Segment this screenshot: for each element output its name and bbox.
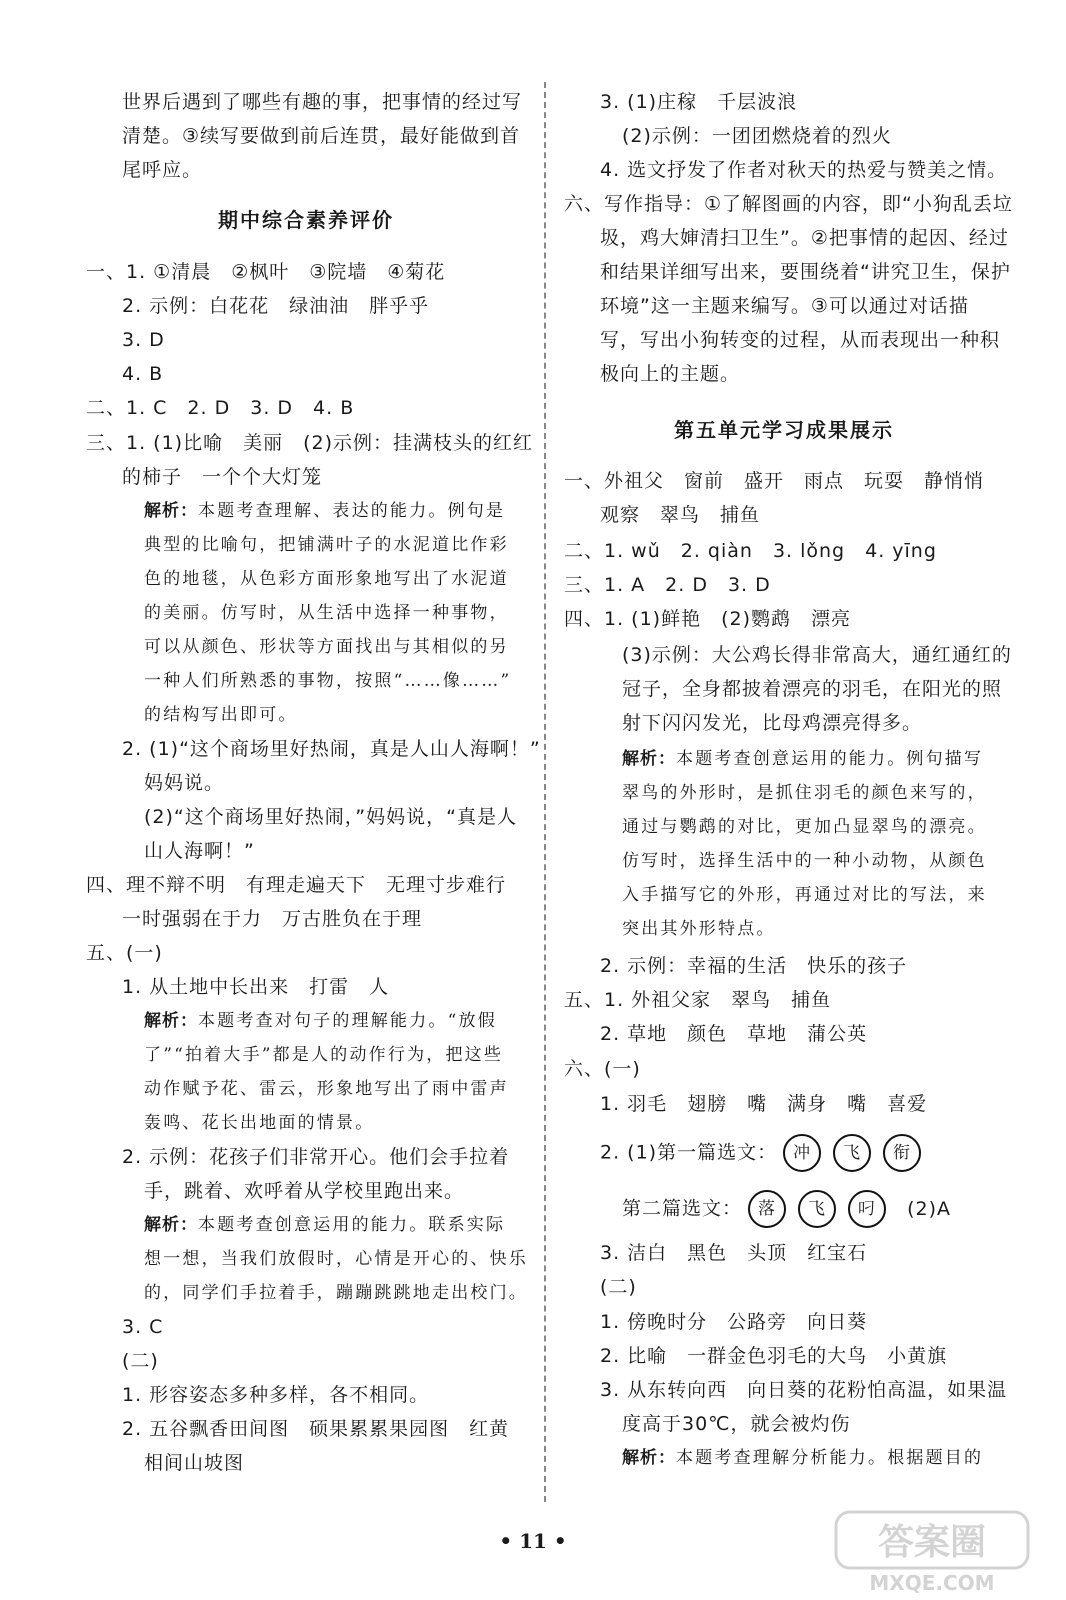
answer-line: (2)示例：一团团燃烧着的烈火	[622, 125, 892, 147]
answer-line-circled	[622, 1190, 951, 1228]
text-line: 尾呼应。	[122, 159, 203, 181]
explanation-line: 的美丽。仿写时，从生活中选择一种事物，	[144, 603, 509, 623]
answer-line: (二)	[122, 1350, 159, 1372]
answer-line: 相间山坡图	[144, 1452, 245, 1474]
answer-line: 2. 示例：白花花 绿油油 胖乎乎	[122, 295, 430, 317]
answer-line: 手，跳着、欢呼着从学校里跑出来。	[144, 1180, 465, 1202]
explanation-line: 突出其外形特点。	[622, 919, 776, 939]
circled-char: 冲	[783, 1134, 821, 1172]
explanation-line: 解析：本题考查理解分析能力。根据题目的	[622, 1448, 984, 1468]
answer-line: 二、1. wǔ 2. qiàn 3. lǒng 4. yīng	[564, 540, 937, 562]
answer-line: 六、写作指导：①了解图画的内容，即“小狗乱丢垃	[564, 193, 1013, 215]
answer-line: 五、(一)	[86, 942, 163, 964]
answer-line: 五、1. 外祖父家 翠鸟 捕鱼	[564, 989, 832, 1011]
answer-line: 山人海啊！”	[144, 840, 255, 862]
answer-label: (2)A	[907, 1197, 951, 1220]
answer-line: 度高于30℃，就会被灼伤	[622, 1413, 851, 1435]
column-divider	[544, 82, 546, 1502]
answer-line: 1. 傍晚时分 公路旁 向日葵	[600, 1311, 868, 1333]
explanation-line: 一种人们所熟悉的事物，按照“……像……”	[144, 671, 512, 691]
circled-char: 衔	[883, 1134, 921, 1172]
answer-line: 四、1. (1)鲜艳 (2)鹦鹉 漂亮	[564, 608, 851, 630]
answer-line: 4. 选文抒发了作者对秋天的热爱与赞美之情。	[600, 159, 1008, 181]
circled-char: 叼	[848, 1190, 886, 1228]
watermark-url: MXQE.COM	[869, 1571, 995, 1595]
text-line: 世界后遇到了哪些有趣的事，把事情的经过写	[122, 91, 523, 113]
circled-char: 落	[748, 1190, 786, 1228]
answer-line: 1. 从土地中长出来 打雷 人	[122, 976, 390, 998]
watermark-logo	[832, 1508, 1032, 1596]
answer-line: 写，写出小狗转变的过程，从而表现出一种积	[600, 329, 1001, 351]
explanation-label: 解析：	[144, 1215, 198, 1235]
answer-line: 冠子，全身都披着漂亮的羽毛，在阳光的照	[622, 678, 1003, 700]
explanation-line: 的，同学们手拉着手，蹦蹦跳跳地走出校门。	[144, 1283, 528, 1303]
answer-line: 3. (1)庄稼 千层波浪	[600, 91, 798, 113]
explanation-line: 了”“拍着大手”都是人的动作行为，把这些	[144, 1045, 504, 1065]
explanation-line: 入手描写它的外形，再通过对比的写法，来	[622, 885, 987, 905]
answer-line: 4. B	[122, 363, 164, 385]
answer-line: 圾，鸡大婶清扫卫生”。②把事情的起因、经过	[600, 227, 1009, 249]
explanation-line: 解析：本题考查对句子的理解能力。“放假	[144, 1011, 497, 1031]
text-line: 清楚。③续写要做到前后连贯，最好能做到首	[122, 125, 521, 147]
answer-line: 妈妈说。	[144, 772, 225, 794]
explanation-label: 解析：	[144, 1011, 198, 1031]
answer-line: (2)“这个商场里好热闹，”妈妈说，“真是人	[144, 806, 517, 828]
answer-line: 1. 羽毛 翅膀 嘴 满身 嘴 喜爱	[600, 1093, 928, 1115]
explanation-label: 解析：	[622, 1448, 676, 1468]
explanation-line: 翠鸟的外形时，是抓住羽毛的颜色来写的，	[622, 783, 987, 803]
answer-line-circled	[600, 1134, 927, 1172]
answer-line: 二、1. C 2. D 3. D 4. B	[86, 397, 355, 419]
section-title-unit5: 第五单元学习成果展示	[674, 418, 894, 442]
explanation-line: 通过与鹦鹉的对比，更加凸显翠鸟的漂亮。	[622, 817, 987, 837]
explanation-label: 解析：	[144, 501, 198, 521]
answer-line: 2. 示例：幸福的生活 快乐的孩子	[600, 955, 908, 977]
answer-line: 2. 示例：花孩子们非常开心。他们会手拉着	[122, 1146, 510, 1168]
answer-label: 第二篇选文：	[622, 1197, 743, 1220]
answer-line: 3. 从东转向西 向日葵的花粉怕高温，如果温	[600, 1379, 1008, 1401]
page-number: • 11 •	[499, 1529, 567, 1553]
explanation-line: 可以从颜色、形状等方面找出与其相似的另	[144, 637, 509, 657]
circled-char: 飞	[833, 1134, 871, 1172]
explanation-line: 典型的比喻句，把铺满叶子的水泥道比作彩	[144, 535, 509, 555]
answer-line: 3. 洁白 黑色 头顶 红宝石	[600, 1242, 868, 1264]
answer-line: 一、外祖父 窗前 盛开 雨点 玩耍 静悄悄	[564, 470, 985, 492]
explanation-line: 解析：本题考查理解、表达的能力。例句是	[144, 501, 506, 521]
answer-line: 一、1. ①清晨 ②枫叶 ③院墙 ④菊花	[86, 261, 446, 283]
answer-line: 三、1. A 2. D 3. D	[564, 574, 771, 596]
explanation-line: 仿写时，选择生活中的一种小动物，从颜色	[622, 851, 987, 871]
answer-line: 一时强弱在于力 万古胜负在于理	[122, 908, 423, 930]
explanation-line: 的结构写出即可。	[144, 705, 298, 725]
answer-label: 2. (1)第一篇选文：	[600, 1141, 778, 1164]
explanation-line: 解析：本题考查创意运用的能力。例句描写	[622, 749, 984, 769]
answer-line: 2. 比喻 一群金色羽毛的大鸟 小黄旗	[600, 1345, 948, 1367]
explanation-line: 想一想，当我们放假时，心情是开心的、快乐	[144, 1249, 528, 1269]
answer-line: 2. 五谷飘香田间图 硕果累累果园图 红黄	[122, 1418, 510, 1440]
explanation-line: 色的地毯，从色彩方面形象地写出了水泥道	[144, 569, 509, 589]
answer-line: 四、理不辩不明 有理走遍天下 无理寸步难行	[86, 874, 507, 896]
answer-line: 环境”这一主题来编写。③可以通过对话描	[600, 295, 969, 317]
answer-line: (二)	[600, 1276, 637, 1298]
answer-line: 2. 草地 颜色 草地 蒲公英	[600, 1023, 868, 1045]
explanation-line: 轰鸣、花长出地面的情景。	[144, 1113, 375, 1133]
answer-line: (3)示例：大公鸡长得非常高大，通红通红的	[622, 644, 1012, 666]
explanation-line: 解析：本题考查创意运用的能力。联系实际	[144, 1215, 506, 1235]
watermark-text: 答案圈	[877, 1522, 987, 1563]
answer-line: 和结果详细写出来，要围绕着“讲究卫生，保护	[600, 261, 1011, 283]
circled-char: 飞	[798, 1190, 836, 1228]
answer-line: 1. 形容姿态多种多样，各不相同。	[122, 1384, 430, 1406]
answer-line: 极向上的主题。	[600, 363, 741, 385]
explanation-label: 解析：	[622, 749, 676, 769]
answer-line: 三、1. (1)比喻 美丽 (2)示例：挂满枝头的红红	[86, 432, 533, 454]
watermark-graphic	[832, 1508, 1032, 1596]
answer-line: 六、(一)	[564, 1058, 641, 1080]
explanation-line: 动作赋予花、雷云，形象地写出了雨中雷声	[144, 1079, 509, 1099]
answer-line: 2. (1)“这个商场里好热闹，真是人山人海啊！”	[122, 738, 541, 760]
answer-line: 3. D	[122, 329, 165, 351]
answer-line: 的柿子 一个个大灯笼	[122, 466, 323, 488]
answer-line: 射下闪闪发光，比母鸡漂亮得多。	[622, 712, 923, 734]
answer-line: 观察 翠鸟 捕鱼	[600, 504, 761, 526]
answer-line: 3. C	[122, 1316, 164, 1338]
section-title-midterm: 期中综合素养评价	[218, 208, 394, 232]
